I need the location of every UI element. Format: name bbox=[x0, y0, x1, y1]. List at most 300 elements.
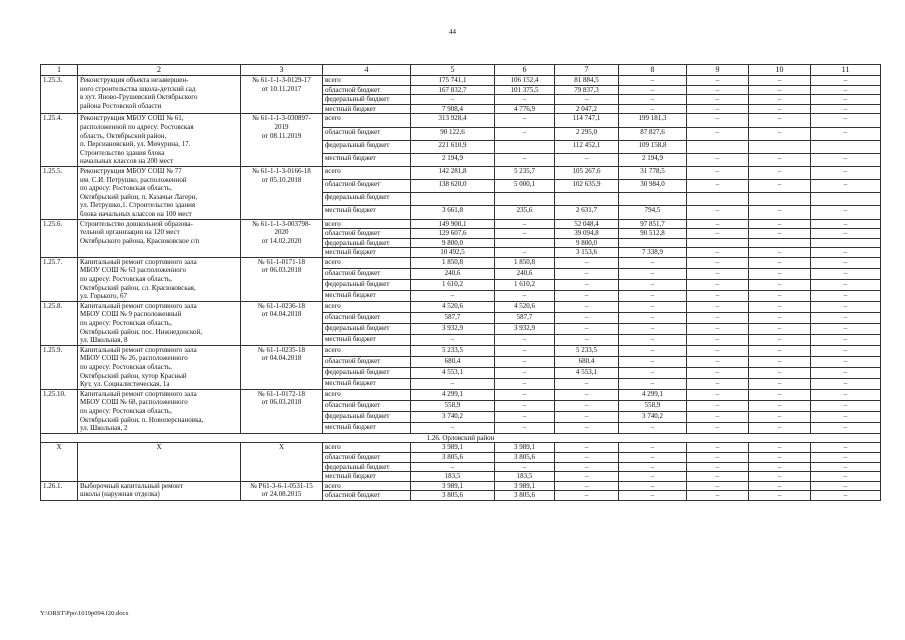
document-reference bbox=[241, 219, 323, 257]
value-cell: – bbox=[749, 443, 811, 453]
header-row bbox=[41, 65, 881, 76]
value-cell: 52 048,4 bbox=[555, 219, 619, 229]
funding-source: федеральный бюджет bbox=[323, 193, 411, 206]
value-cell: – bbox=[687, 411, 749, 422]
object-name bbox=[78, 114, 241, 167]
value-cell: – bbox=[619, 268, 687, 279]
funding-source: всего bbox=[323, 443, 411, 453]
value-cell: – bbox=[749, 312, 811, 323]
value-cell: 4 520,6 bbox=[495, 301, 555, 312]
value-cell: – bbox=[495, 114, 555, 127]
table-row bbox=[41, 114, 881, 127]
cell-line: МБОУ СОШ № 63 расположенного bbox=[80, 266, 187, 275]
table-row bbox=[41, 443, 881, 453]
funding-source: местный бюджет bbox=[323, 206, 411, 219]
cell-line: от 06.03.2018 bbox=[261, 398, 302, 407]
item-number: 1.25.6. bbox=[41, 219, 78, 257]
table-row bbox=[41, 301, 881, 312]
value-cell: – bbox=[811, 95, 881, 105]
value-cell: – bbox=[495, 422, 555, 433]
value-cell: – bbox=[749, 411, 811, 422]
value-cell: – bbox=[811, 334, 881, 345]
cell-line: 2020 bbox=[274, 228, 289, 237]
cell-line: МБОУ СОШ № 68, расположенного bbox=[80, 398, 188, 407]
value-cell: 7 338,9 bbox=[619, 248, 687, 258]
value-cell: – bbox=[687, 166, 749, 179]
value-cell: – bbox=[687, 462, 749, 472]
value-cell: – bbox=[687, 334, 749, 345]
cell-line: Строительство дошкольной образова- bbox=[80, 219, 193, 228]
value-cell: – bbox=[555, 301, 619, 312]
value-cell: – bbox=[749, 85, 811, 95]
value-cell: – bbox=[619, 367, 687, 378]
funding-source: всего bbox=[323, 219, 411, 229]
cell-line: от 10.11.2017 bbox=[261, 84, 302, 93]
value-cell: – bbox=[555, 279, 619, 290]
value-cell: 3 989,1 bbox=[411, 443, 495, 453]
column-header: 9 bbox=[687, 65, 749, 76]
value-cell: – bbox=[811, 104, 881, 114]
value-cell: 2 194,9 bbox=[619, 153, 687, 166]
funding-source: местный бюджет bbox=[323, 334, 411, 345]
value-cell bbox=[811, 140, 881, 153]
funding-source: областной бюджет bbox=[323, 268, 411, 279]
cell-line: область, Октябрьский район, bbox=[80, 131, 167, 140]
object-name bbox=[78, 345, 241, 389]
cell-line: Реконструкция объекта незавершен- bbox=[80, 76, 189, 84]
value-cell: 102 635,9 bbox=[555, 180, 619, 193]
value-cell: – bbox=[811, 367, 881, 378]
cell-line: ул. Горького, 67 bbox=[80, 292, 128, 301]
value-cell: – bbox=[811, 268, 881, 279]
column-header: 2 bbox=[78, 65, 241, 76]
value-cell: 4 776,9 bbox=[495, 104, 555, 114]
value-cell: – bbox=[619, 422, 687, 433]
funding-source: всего bbox=[323, 114, 411, 127]
cell-line: № 61-1-0172-18 bbox=[258, 389, 305, 398]
cell-line: от 14.02.2020 bbox=[261, 236, 302, 245]
funding-source: местный бюджет bbox=[323, 153, 411, 166]
funding-source: всего bbox=[323, 481, 411, 491]
value-cell bbox=[749, 140, 811, 153]
value-cell: – bbox=[495, 219, 555, 229]
value-cell: – bbox=[811, 400, 881, 411]
cell-line: начальных классов на 200 мест bbox=[80, 157, 174, 166]
cell-line: № 61-1-1-3-003798- bbox=[252, 219, 311, 228]
value-cell: – bbox=[811, 206, 881, 219]
cell-line: ул. Школьная, 2 bbox=[80, 424, 128, 433]
value-cell bbox=[411, 193, 495, 206]
cell-line: № 61-1-1-3-0129-17 bbox=[252, 76, 311, 84]
value-cell: – bbox=[687, 367, 749, 378]
value-cell: – bbox=[749, 180, 811, 193]
value-cell: – bbox=[811, 219, 881, 229]
table-row bbox=[41, 166, 881, 179]
column-header: 7 bbox=[555, 65, 619, 76]
value-cell: – bbox=[687, 378, 749, 389]
value-cell: 3 740,2 bbox=[619, 411, 687, 422]
value-cell: 101 375,5 bbox=[495, 85, 555, 95]
value-cell bbox=[749, 193, 811, 206]
funding-source: местный бюджет bbox=[323, 248, 411, 258]
cell-line: Октябрьский район, п. Новоперсиановка, bbox=[80, 415, 204, 424]
cell-line: № 61-1-1-3-0166-18 bbox=[252, 166, 311, 175]
value-cell: 142 281,8 bbox=[411, 166, 495, 179]
document-reference bbox=[241, 301, 323, 345]
funding-source: областной бюджет bbox=[323, 491, 411, 501]
cell-line: Капитальный ремонт спортивного зала bbox=[80, 257, 197, 266]
value-cell bbox=[495, 238, 555, 248]
item-number: 1.25.4. bbox=[41, 114, 78, 167]
value-cell: – bbox=[555, 389, 619, 400]
funding-source: федеральный бюджет bbox=[323, 140, 411, 153]
funding-source: всего bbox=[323, 166, 411, 179]
funding-source: областной бюджет bbox=[323, 452, 411, 462]
value-cell: – bbox=[555, 95, 619, 105]
item-number: 1.26.1. bbox=[41, 481, 78, 500]
value-cell: – bbox=[749, 104, 811, 114]
funding-source: областной бюджет bbox=[323, 356, 411, 367]
funding-source: местный бюджет bbox=[323, 422, 411, 433]
value-cell: 680,4 bbox=[555, 356, 619, 367]
value-cell: – bbox=[495, 378, 555, 389]
value-cell: – bbox=[749, 400, 811, 411]
value-cell: 9 800,0 bbox=[411, 238, 495, 248]
cell-line: Октябрьский район, п. Казачьи Лагери, bbox=[80, 192, 198, 201]
cell-line: ного строительства школа-детский сад bbox=[80, 84, 196, 93]
value-cell: – bbox=[749, 472, 811, 482]
funding-source: местный бюджет bbox=[323, 290, 411, 301]
funding-source: всего bbox=[323, 76, 411, 86]
table-row bbox=[41, 345, 881, 356]
section-row bbox=[41, 433, 881, 443]
cell-line: ул. Петрушко,1. Строительство здания bbox=[80, 201, 196, 210]
value-cell: 587,7 bbox=[411, 312, 495, 323]
value-cell: 175 741,1 bbox=[411, 76, 495, 86]
value-cell: – bbox=[619, 452, 687, 462]
value-cell: – bbox=[555, 378, 619, 389]
cell-line: от 08.11.2019 bbox=[261, 131, 302, 140]
value-cell: – bbox=[555, 481, 619, 491]
object-name bbox=[78, 219, 241, 257]
value-cell: – bbox=[687, 345, 749, 356]
value-cell: – bbox=[687, 248, 749, 258]
value-cell: – bbox=[687, 481, 749, 491]
value-cell: – bbox=[811, 279, 881, 290]
value-cell: – bbox=[495, 389, 555, 400]
value-cell: – bbox=[619, 301, 687, 312]
funding-source: всего bbox=[323, 301, 411, 312]
value-cell: 90 512,8 bbox=[619, 229, 687, 239]
value-cell bbox=[749, 238, 811, 248]
object-name bbox=[78, 257, 241, 301]
value-cell: – bbox=[811, 491, 881, 501]
value-cell: – bbox=[749, 279, 811, 290]
value-cell: – bbox=[811, 389, 881, 400]
funding-source: федеральный бюджет bbox=[323, 238, 411, 248]
value-cell: – bbox=[555, 153, 619, 166]
cell-line: 2019 bbox=[274, 122, 289, 131]
value-cell: – bbox=[411, 462, 495, 472]
value-cell: – bbox=[619, 279, 687, 290]
value-cell: 5 233,5 bbox=[555, 345, 619, 356]
value-cell: 183,5 bbox=[411, 472, 495, 482]
x-marker: X bbox=[41, 443, 78, 481]
object-name bbox=[78, 481, 241, 500]
value-cell bbox=[687, 193, 749, 206]
value-cell: 106 152,4 bbox=[495, 76, 555, 86]
value-cell: 3 805,6 bbox=[495, 491, 555, 501]
cell-line: в хут. Яново-Грушевский Октябрьского bbox=[80, 93, 198, 102]
item-number: 1.25.9. bbox=[41, 345, 78, 389]
value-cell: – bbox=[811, 290, 881, 301]
cell-line: по адресу: Ростовская область, bbox=[80, 184, 172, 193]
document-reference bbox=[241, 257, 323, 301]
value-cell: – bbox=[619, 312, 687, 323]
value-cell: – bbox=[687, 153, 749, 166]
value-cell: – bbox=[749, 323, 811, 334]
value-cell: 149 900,1 bbox=[411, 219, 495, 229]
value-cell: – bbox=[687, 104, 749, 114]
value-cell: – bbox=[749, 219, 811, 229]
section-title: 1.26. Орловский район bbox=[41, 433, 881, 443]
value-cell: – bbox=[749, 452, 811, 462]
value-cell: – bbox=[687, 323, 749, 334]
page-number: 44 bbox=[449, 28, 456, 36]
value-cell: 4 299,1 bbox=[619, 389, 687, 400]
value-cell: – bbox=[619, 481, 687, 491]
budget-table bbox=[40, 64, 881, 501]
value-cell: – bbox=[811, 411, 881, 422]
value-cell: – bbox=[687, 229, 749, 239]
value-cell: 2 194,9 bbox=[411, 153, 495, 166]
cell-line: от 05.10.2018 bbox=[261, 175, 302, 184]
funding-source: местный бюджет bbox=[323, 104, 411, 114]
value-cell: 109 158,8 bbox=[619, 140, 687, 153]
value-cell: – bbox=[811, 323, 881, 334]
item-number: 1.25.3. bbox=[41, 76, 78, 114]
value-cell: – bbox=[687, 206, 749, 219]
file-path-footer: Y:\ORST\Ppo\1019p094.f20.docx bbox=[40, 610, 129, 617]
value-cell: – bbox=[495, 411, 555, 422]
value-cell: – bbox=[687, 95, 749, 105]
value-cell: – bbox=[749, 76, 811, 86]
value-cell: 3 932,9 bbox=[495, 323, 555, 334]
value-cell: – bbox=[687, 389, 749, 400]
value-cell: 587,7 bbox=[495, 312, 555, 323]
value-cell: – bbox=[749, 491, 811, 501]
cell-line: Октябрьский район, сл. Красюковская, bbox=[80, 283, 196, 292]
value-cell: – bbox=[687, 290, 749, 301]
value-cell: 558,9 bbox=[411, 400, 495, 411]
value-cell: – bbox=[811, 312, 881, 323]
cell-line: по адресу: Ростовская область, bbox=[80, 275, 172, 284]
value-cell: – bbox=[619, 491, 687, 501]
value-cell: – bbox=[555, 312, 619, 323]
cell-line: Реконструкция МБОУ СОШ № 77 bbox=[80, 166, 182, 175]
table-row bbox=[41, 389, 881, 400]
value-cell: – bbox=[411, 378, 495, 389]
value-cell: – bbox=[619, 472, 687, 482]
cell-line: от 04.04.2018 bbox=[261, 310, 302, 319]
funding-source: всего bbox=[323, 257, 411, 268]
column-header: 6 bbox=[495, 65, 555, 76]
value-cell: – bbox=[555, 472, 619, 482]
funding-source: областной бюджет bbox=[323, 180, 411, 193]
item-number: 1.25.10. bbox=[41, 389, 78, 433]
document-reference bbox=[241, 76, 323, 114]
funding-source: федеральный бюджет bbox=[323, 95, 411, 105]
value-cell: – bbox=[811, 180, 881, 193]
value-cell: – bbox=[749, 114, 811, 127]
value-cell: – bbox=[619, 323, 687, 334]
value-cell: – bbox=[495, 356, 555, 367]
cell-line: № Р61-3-6-1-0531-15 bbox=[250, 481, 313, 490]
cell-line: Октябрьский район, пос. Нижнедонской, bbox=[80, 327, 203, 336]
value-cell: – bbox=[555, 422, 619, 433]
value-cell: – bbox=[495, 462, 555, 472]
document-reference bbox=[241, 345, 323, 389]
value-cell: – bbox=[687, 301, 749, 312]
value-cell: – bbox=[749, 462, 811, 472]
value-cell: – bbox=[619, 95, 687, 105]
value-cell: 680,4 bbox=[411, 356, 495, 367]
value-cell: – bbox=[749, 290, 811, 301]
value-cell: – bbox=[495, 345, 555, 356]
value-cell: – bbox=[811, 378, 881, 389]
value-cell: 1 850,8 bbox=[495, 257, 555, 268]
value-cell: – bbox=[811, 127, 881, 140]
value-cell: – bbox=[687, 114, 749, 127]
value-cell: 183,5 bbox=[495, 472, 555, 482]
value-cell: – bbox=[749, 422, 811, 433]
value-cell: – bbox=[811, 229, 881, 239]
cell-line: школы (наружная отделка) bbox=[80, 490, 160, 499]
x-marker: X bbox=[241, 443, 323, 481]
value-cell: – bbox=[811, 481, 881, 491]
value-cell: 5 235,7 bbox=[495, 166, 555, 179]
value-cell: – bbox=[619, 356, 687, 367]
value-cell: – bbox=[411, 95, 495, 105]
value-cell: 9 800,0 bbox=[555, 238, 619, 248]
value-cell: – bbox=[555, 462, 619, 472]
document-reference bbox=[241, 114, 323, 167]
value-cell: – bbox=[811, 153, 881, 166]
value-cell: 240,6 bbox=[495, 268, 555, 279]
value-cell: – bbox=[495, 95, 555, 105]
object-name bbox=[78, 389, 241, 433]
value-cell bbox=[811, 238, 881, 248]
value-cell: – bbox=[619, 378, 687, 389]
value-cell: 79 837,3 bbox=[555, 85, 619, 95]
item-number: 1.25.7. bbox=[41, 257, 78, 301]
value-cell: – bbox=[811, 114, 881, 127]
value-cell: 5 233,5 bbox=[411, 345, 495, 356]
value-cell: – bbox=[811, 443, 881, 453]
table-row bbox=[41, 481, 881, 491]
cell-line: от 06.03.2018 bbox=[261, 266, 302, 275]
value-cell: – bbox=[749, 95, 811, 105]
value-cell: – bbox=[555, 491, 619, 501]
value-cell: 30 984,0 bbox=[619, 180, 687, 193]
cell-line: им. С.И. Петрушко, расположенной bbox=[80, 175, 187, 184]
value-cell: – bbox=[555, 290, 619, 301]
item-number: 1.25.5. bbox=[41, 166, 78, 219]
value-cell: 199 181,3 bbox=[619, 114, 687, 127]
value-cell: – bbox=[495, 367, 555, 378]
object-name bbox=[78, 301, 241, 345]
column-header: 5 bbox=[411, 65, 495, 76]
value-cell: – bbox=[411, 290, 495, 301]
value-cell: – bbox=[811, 257, 881, 268]
value-cell: – bbox=[555, 323, 619, 334]
value-cell: 3 805,6 bbox=[411, 452, 495, 462]
value-cell: – bbox=[749, 153, 811, 166]
value-cell: – bbox=[687, 422, 749, 433]
value-cell bbox=[811, 193, 881, 206]
value-cell: – bbox=[555, 268, 619, 279]
value-cell: – bbox=[555, 452, 619, 462]
value-cell: 794,5 bbox=[619, 206, 687, 219]
value-cell: 2 631,7 bbox=[555, 206, 619, 219]
cell-line: Октябрьский район, хутор Красный bbox=[80, 371, 187, 380]
cell-line: Строительство здания блока bbox=[80, 148, 165, 157]
value-cell: 97 851,7 bbox=[619, 219, 687, 229]
value-cell: 3 805,6 bbox=[495, 452, 555, 462]
cell-line: Капитальный ремонт спортивного зала bbox=[80, 301, 197, 310]
value-cell: – bbox=[749, 481, 811, 491]
value-cell: – bbox=[749, 356, 811, 367]
cell-line: МБОУ СОШ № 26, расположенного bbox=[80, 354, 188, 363]
value-cell: – bbox=[749, 378, 811, 389]
value-cell: – bbox=[749, 166, 811, 179]
funding-source: федеральный бюджет bbox=[323, 367, 411, 378]
cell-line: района Ростовской области bbox=[80, 101, 162, 110]
table-row bbox=[41, 76, 881, 86]
value-cell: 3 989,1 bbox=[411, 481, 495, 491]
value-cell: – bbox=[687, 257, 749, 268]
value-cell: – bbox=[687, 219, 749, 229]
value-cell bbox=[687, 238, 749, 248]
value-cell: – bbox=[687, 268, 749, 279]
cell-line: № 61-1-0235-18 bbox=[258, 345, 305, 354]
funding-source: федеральный бюджет bbox=[323, 411, 411, 422]
cell-line: блока начальных классов на 100 мест bbox=[80, 209, 192, 218]
cell-line: № 61-1-0171-18 bbox=[258, 257, 305, 266]
value-cell: 2 047,2 bbox=[555, 104, 619, 114]
value-cell: – bbox=[687, 491, 749, 501]
value-cell: – bbox=[687, 76, 749, 86]
value-cell: – bbox=[619, 257, 687, 268]
cell-line: по адресу: Ростовская область, bbox=[80, 319, 172, 328]
value-cell: 1 850,8 bbox=[411, 257, 495, 268]
value-cell: – bbox=[555, 257, 619, 268]
value-cell: 240,6 bbox=[411, 268, 495, 279]
value-cell: – bbox=[619, 85, 687, 95]
document-reference bbox=[241, 166, 323, 219]
value-cell: – bbox=[619, 462, 687, 472]
object-name bbox=[78, 166, 241, 219]
value-cell: – bbox=[687, 312, 749, 323]
value-cell: 112 452,1 bbox=[555, 140, 619, 153]
value-cell: – bbox=[619, 290, 687, 301]
funding-source: местный бюджет bbox=[323, 378, 411, 389]
value-cell: – bbox=[811, 452, 881, 462]
value-cell: 31 778,5 bbox=[619, 166, 687, 179]
value-cell: – bbox=[411, 422, 495, 433]
column-header: 1 bbox=[41, 65, 78, 76]
value-cell: 90 122,6 bbox=[411, 127, 495, 140]
